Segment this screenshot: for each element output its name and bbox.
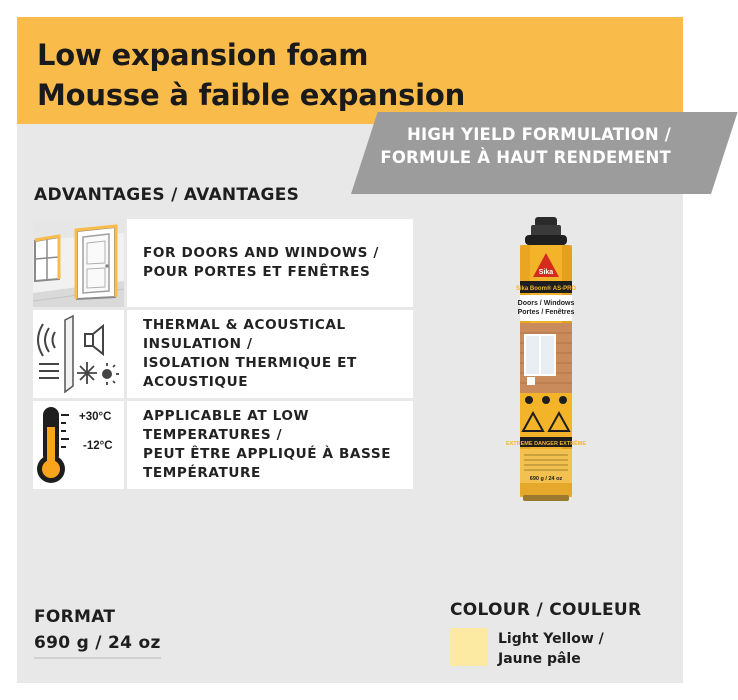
colour-label: COLOUR / COULEUR bbox=[450, 600, 642, 620]
title-french: Mousse à faible expansion bbox=[37, 78, 466, 112]
advantages-heading: ADVANTAGES / AVANTAGES bbox=[34, 185, 300, 205]
banner-line-2: FORMULE À HAUT RENDEMENT bbox=[380, 148, 671, 167]
thermometer-icon bbox=[33, 401, 124, 489]
svg-text:Doors / Windows: Doors / Windows bbox=[517, 300, 575, 307]
advantage-label: FOR DOORS AND WINDOWS / POUR PORTES ET FENÊTRES bbox=[143, 245, 379, 280]
title-english: Low expansion foam bbox=[37, 38, 369, 72]
temp-low-label: -12°C bbox=[83, 440, 113, 452]
can-product-name: Sika Boom® AS-PRO bbox=[515, 286, 577, 292]
colour-swatch bbox=[450, 628, 488, 666]
door-window-icon bbox=[33, 219, 124, 307]
format-value: 690 g / 24 oz bbox=[34, 633, 161, 659]
format-label: FORMAT bbox=[34, 607, 116, 627]
can-weight: 690 g / 24 oz bbox=[529, 476, 563, 482]
advantage-item bbox=[33, 401, 413, 489]
advantage-item bbox=[33, 310, 413, 398]
banner-line-1: HIGH YIELD FORMULATION / bbox=[407, 125, 671, 144]
product-card bbox=[17, 17, 683, 683]
can-brand-logo: Sika bbox=[538, 269, 554, 276]
advantage-text bbox=[127, 219, 413, 307]
product-can-image bbox=[505, 217, 587, 507]
can-warning: EXTREME DANGER EXTRÊME bbox=[505, 441, 587, 447]
advantage-item bbox=[33, 219, 413, 307]
colour-value: Light Yellow / Jaune pâle bbox=[498, 631, 604, 667]
advantage-label: APPLICABLE AT LOW TEMPERATURES / PEUT ÊTRE APPLIQUÉ À BASSE TEMPÉRATURE bbox=[143, 408, 392, 481]
title-header bbox=[17, 17, 683, 124]
advantages-list bbox=[33, 219, 413, 492]
advantage-text bbox=[127, 310, 413, 398]
advantage-label: THERMAL & ACOUSTICAL INSULATION / ISOLATION THERMIQUE ET ACOUSTIQUE bbox=[143, 317, 357, 390]
product-title bbox=[37, 35, 465, 115]
thermal-acoustic-icon bbox=[33, 310, 124, 398]
svg-text:Portes / Fenêtres: Portes / Fenêtres bbox=[517, 309, 575, 316]
temp-high-label: +30°C bbox=[79, 411, 112, 423]
feature-banner-text bbox=[380, 123, 671, 169]
advantage-text bbox=[127, 401, 413, 489]
